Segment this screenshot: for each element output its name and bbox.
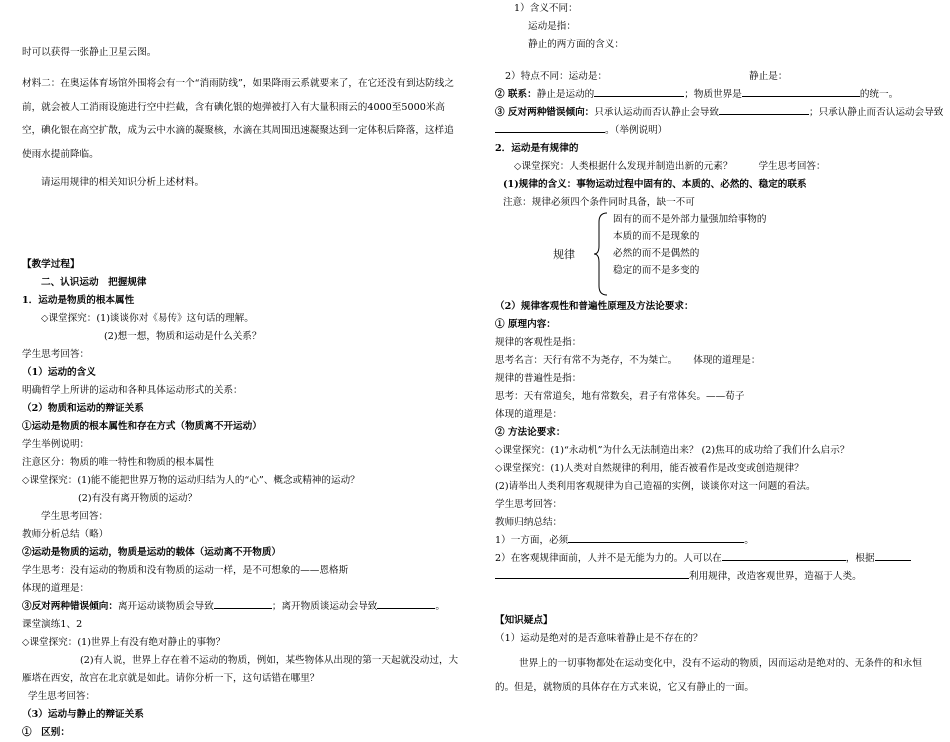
text: 的统一。 bbox=[859, 89, 899, 100]
features-line bbox=[495, 68, 931, 86]
oppose-two-errors-line bbox=[22, 598, 460, 616]
text: 静止是运动的 bbox=[536, 89, 595, 100]
text: 1）一方面，必须 bbox=[495, 535, 569, 546]
classroom-inquiry: ◇课堂探究：(1)世界上有没有绝对静止的事物？ bbox=[22, 637, 226, 648]
answer-paragraph: 世界上的一切事物都处在运动变化中，没有不运动的物质，因而运动是绝对的、无条件的和永恒的。但是，就物质的具体存在方式来说，它又有静止的一面。 bbox=[495, 658, 922, 693]
classroom-inquiry: ◇课堂探究：(1)人类对自然规律的利用，能否被看作是改变或创造规律？ bbox=[495, 463, 804, 474]
classroom-inquiry bbox=[495, 158, 931, 176]
question-line: （1）运动是绝对的是否意味着静止是不存在的？ bbox=[495, 633, 703, 644]
classroom-inquiry: ◇课堂探究：(1)能不能把世界万物的运动归结为人的“心”、概念或精神的运动？ bbox=[22, 475, 360, 486]
classroom-inquiry-2: (2)有没有离开物质的运动？ bbox=[78, 493, 198, 504]
text: ；离开物质谈运动会导致 bbox=[271, 601, 378, 612]
point-heading: 1．运动是物质的根本属性 bbox=[22, 295, 135, 306]
text-line: 教师分析总结（略） bbox=[22, 529, 109, 540]
classroom-inquiry: ◇课堂探究：(1)谈谈你对《易传》这句话的理解。 bbox=[41, 313, 254, 324]
subheading: （3）运动与静止的辩证关系 bbox=[22, 709, 144, 720]
method-line-1 bbox=[495, 532, 931, 550]
subheading: ② 方法论要求： bbox=[495, 427, 566, 438]
text: 学生思考回答： bbox=[758, 161, 826, 172]
text-line: 1）含义不同： bbox=[514, 3, 578, 14]
text: 思考名言：天行有常不为尧存，不为桀亡。 bbox=[495, 355, 678, 366]
subheading: (1)规律的含义：事物运动过程中固有的、本质的、必然的、稳定的联系 bbox=[503, 179, 807, 190]
subheading: （2）规律客观性和普遍性原理及方法论要求： bbox=[495, 301, 694, 312]
blank-field[interactable] bbox=[594, 86, 684, 97]
brace-item: 必然的而不是偶然的 bbox=[613, 248, 700, 259]
oppose-two-errors-line bbox=[495, 104, 944, 122]
blank-field[interactable] bbox=[568, 532, 744, 543]
section-heading-knowledge-doubts: 【知识疑点】 bbox=[495, 615, 553, 626]
text-line: 课堂演练1、2 bbox=[22, 619, 83, 630]
blank-field[interactable] bbox=[742, 86, 860, 97]
instruction-line: 请运用规律的相关知识分析上述材料。 bbox=[41, 177, 205, 188]
text-line: 学生思考：没有运动的物质和没有物质的运动一样，是不可想象的——恩格斯 bbox=[22, 565, 349, 576]
text-line: 学生举例说明： bbox=[22, 439, 90, 450]
quote-line bbox=[495, 352, 931, 370]
subheading: （1）运动的含义 bbox=[22, 367, 96, 378]
blank-field[interactable] bbox=[719, 104, 809, 115]
text-line: 规律的普遍性是指： bbox=[495, 373, 582, 384]
connection-line bbox=[495, 86, 931, 104]
text: 利用规律，改造客观世界，造福于人类。 bbox=[689, 571, 862, 582]
text-line: 时可以获得一张静止卫星云图。 bbox=[22, 47, 157, 58]
blank-field[interactable] bbox=[495, 122, 605, 133]
label: ③反对两种错误倾向： bbox=[22, 601, 118, 612]
brace-item: 固有的而不是外部力量强加给事物的 bbox=[613, 214, 767, 225]
label: ② 联系： bbox=[495, 89, 537, 100]
right-column bbox=[495, 0, 944, 699]
text: ；只承认静止而否认运动会导致 bbox=[809, 107, 944, 118]
blank-field[interactable] bbox=[214, 598, 272, 609]
subheading: ①运动是物质的根本属性和存在方式（物质离不开运动） bbox=[22, 421, 262, 432]
text: 体现的道理是： bbox=[693, 355, 761, 366]
text-line: 体现的道理是： bbox=[22, 583, 90, 594]
subheading: ① 区别： bbox=[22, 727, 70, 738]
material-two-paragraph: 材料二：在奥运体育场馆外围将会有一个“消雨防线”，如果降雨云系就要来了，在它还没有到达防线之前，就会被人工消雨设施进行空中拦截，含有碘化银的炮弹被打入有大量积雨云的4000至5000米高空，碘化银在高空扩散，成为云中水滴的凝聚核，水滴在其周围迅速凝聚达到一定体积后降落，这样追使雨水提前降临。 bbox=[22, 78, 454, 160]
classroom-inquiry: ◇课堂探究：(1)“永动机”为什么无法制造出来？ (2)焦耳的成功给了我们什么启示？ bbox=[495, 445, 850, 456]
text-line: 明确哲学上所讲的运动和各种具体运动形式的关系： bbox=[22, 385, 243, 396]
blank-field[interactable] bbox=[722, 550, 846, 561]
method-line-2-cont bbox=[495, 568, 931, 586]
text: 只承认运动而否认静止会导致 bbox=[594, 107, 719, 118]
text-line: 规律的客观性是指： bbox=[495, 337, 582, 348]
blank-field[interactable] bbox=[875, 550, 911, 561]
text-line: 静止的两方面的含义： bbox=[528, 39, 624, 50]
text: 2）特点不同：运动是： bbox=[505, 71, 608, 82]
text: 静止是： bbox=[749, 71, 788, 82]
text-line: 注意区分：物质的唯一特性和物质的根本属性 bbox=[22, 457, 214, 468]
text: ，根据 bbox=[845, 553, 875, 564]
text-line: 教师归纳总结： bbox=[495, 517, 563, 528]
method-line-2 bbox=[495, 550, 931, 568]
left-column bbox=[22, 0, 460, 742]
text-line: 体现的道理是： bbox=[495, 409, 563, 420]
brace-icon bbox=[593, 212, 609, 296]
label: ③ 反对两种错误倾向： bbox=[495, 107, 595, 118]
text: 。（举例说明） bbox=[605, 125, 668, 136]
brace-items bbox=[613, 211, 767, 279]
subheading: ① 原理内容： bbox=[495, 319, 556, 330]
student-answer-label: 学生思考回答： bbox=[22, 349, 90, 360]
section-heading-teaching-process: 【教学过程】 bbox=[22, 259, 80, 270]
text: 。 bbox=[435, 601, 445, 612]
section-subheading: 二、认识运动 把握规律 bbox=[41, 277, 147, 288]
text: 离开运动谈物质会导致 bbox=[117, 601, 214, 612]
student-answer-label: 学生思考回答： bbox=[28, 691, 96, 702]
text-line: 思考：天有常道矣，地有常数矣，君子有常体矣。——荀子 bbox=[495, 391, 745, 402]
classroom-inquiry-2: (2)有人说，世界上存在着不运动的物质，例如，某些物体从出现的第一天起就没动过，大雁塔在西安，故宫在北京就是如此。请你分析一下，这句话错在哪里？ bbox=[22, 655, 459, 684]
classroom-inquiry-2: (2)想一想，物质和运动是什么关系？ bbox=[104, 331, 262, 342]
text: ◇课堂探究：人类根据什么发现并制造出新的元素？ bbox=[514, 161, 733, 172]
text: ；物质世界是 bbox=[684, 89, 742, 100]
blank-field[interactable] bbox=[377, 598, 435, 609]
brace-item: 稳定的而不是多变的 bbox=[613, 265, 700, 276]
subheading: （2）物质和运动的辩证关系 bbox=[22, 403, 144, 414]
point-heading: 2．运动是有规律的 bbox=[495, 143, 579, 154]
student-answer-label: 学生思考回答： bbox=[41, 511, 109, 522]
text-line: 运动是指： bbox=[528, 21, 576, 32]
law-conditions-brace bbox=[495, 212, 931, 298]
brace-item: 本质的而不是现象的 bbox=[613, 231, 700, 242]
oppose-two-errors-line-cont bbox=[495, 122, 931, 140]
text: 。 bbox=[744, 535, 754, 546]
text-line: 注意：规律必须四个条件同时具备，缺一不可 bbox=[503, 197, 695, 208]
subheading: ②运动是物质的运动，物质是运动的载体（运动离不开物质） bbox=[22, 547, 282, 558]
student-answer-label: 学生思考回答： bbox=[495, 499, 563, 510]
classroom-inquiry-2: (2)请举出人类利用客观规律为自己造福的实例，谈谈你对这一问题的看法。 bbox=[495, 481, 816, 492]
text: 2）在客观规律面前，人并不是无能为力的。人可以在 bbox=[495, 553, 722, 564]
blank-field[interactable] bbox=[495, 568, 689, 579]
brace-label: 规律 bbox=[553, 248, 575, 261]
